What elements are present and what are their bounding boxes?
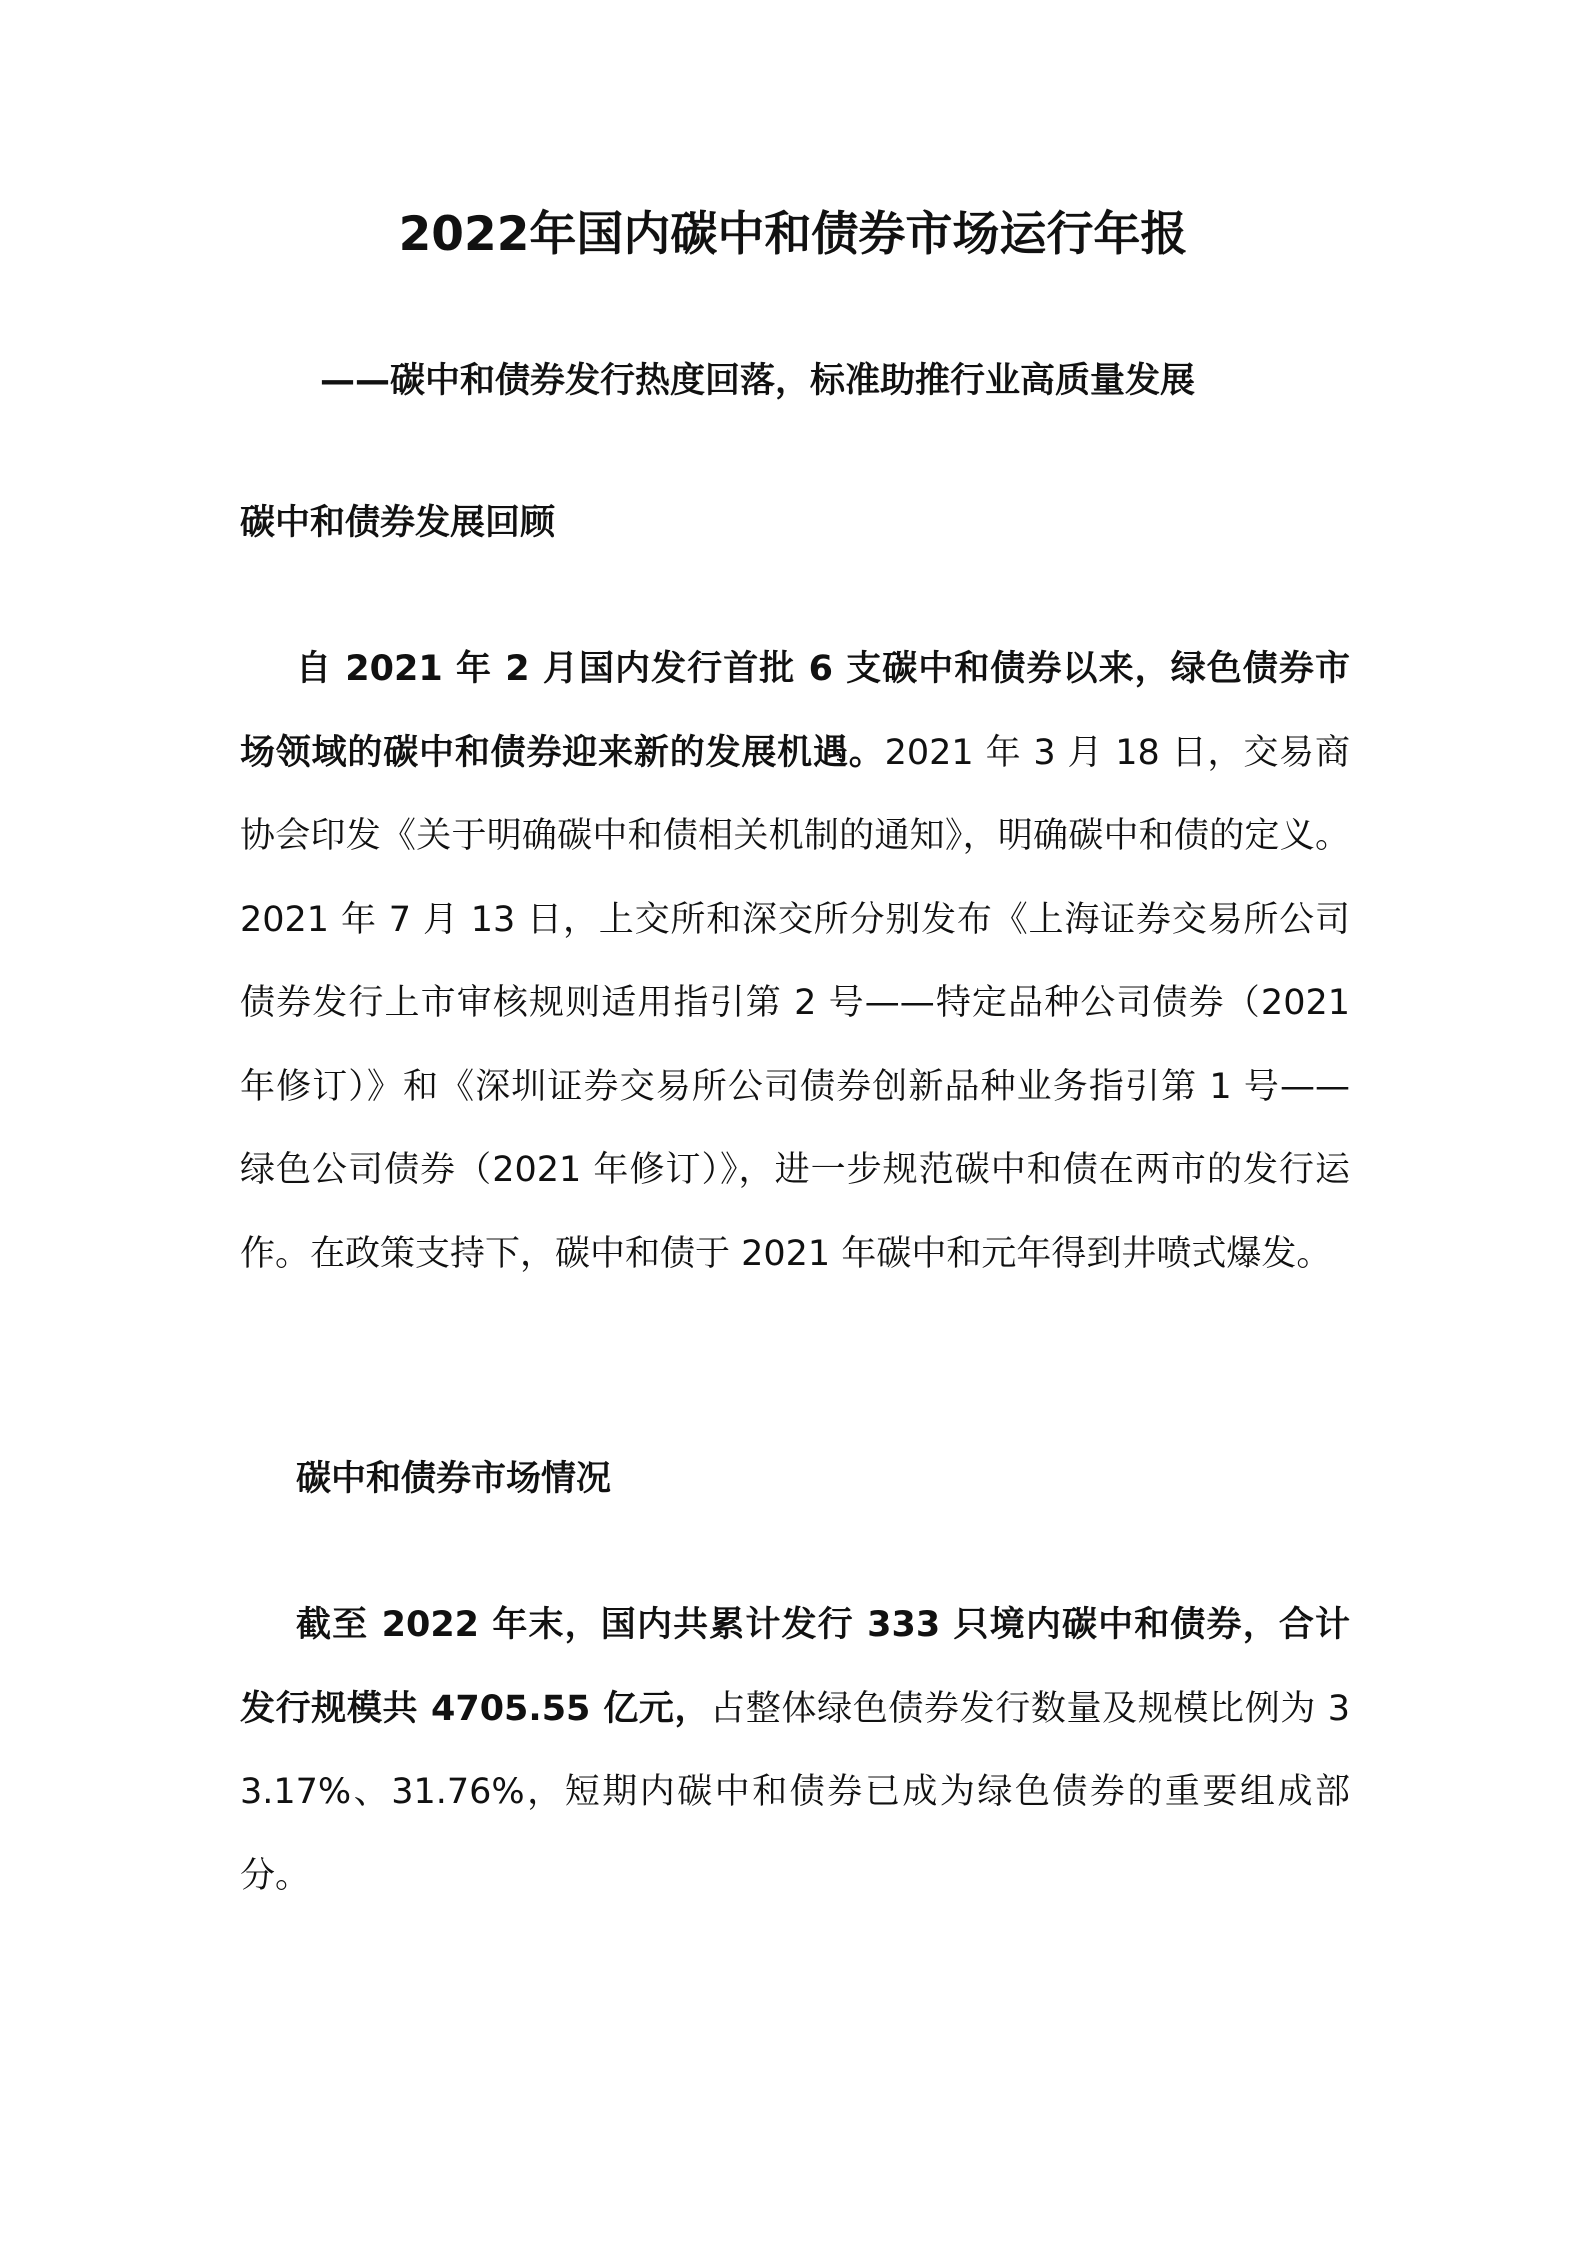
section-heading-market: 碳中和债券市场情况 [296, 1459, 612, 1499]
section-heading-review: 碳中和债券发展回顾 [240, 503, 556, 543]
document-subtitle: ——碳中和债券发行热度回落，标准助推行业高质量发展 [320, 361, 1196, 401]
paragraph-review-bold-lead: 自 2021 年 2 月国内发行首批 6 支碳中和债券以来，绿色债券市场领域的碳中和债券迎来新的发展机遇。 [240, 649, 1350, 773]
paragraph-review-body: 2021 年 3 月 18 日，交易商协会印发《关于明确碳中和债相关机制的通知》，明确碳中和债的定义。2021 年 7 月 13 日，上交所和深交所分别发布《上海证券交易所公司债券发行上市审核规则适用指引第 2 号——特定品种公司债券（2021 年修订）》和《深圳证券交易所公司债券创新品种业务指引第 1 号——绿色公司债券（2021 年修订）》，进一步规范碳中和债在两市的发行运作。在政策支持下，碳中和债于 2021 年碳中和元年得到井喷式爆发。 [240, 732, 1350, 1274]
paragraph-review [240, 628, 1350, 1296]
paragraph-market [240, 1584, 1350, 1918]
document-title: 2022年国内碳中和债券市场运行年报 [398, 207, 1188, 262]
paragraph-market-bold-lead: 截至 2022 年末，国内共累计发行 333 只境内碳中和债券，合计发行规模共 4705.55 亿元， [240, 1605, 1350, 1729]
paragraph-market-body: 占整体绿色债券发行数量及规模比例为 33.17%、31.76%，短期内碳中和债券已成为绿色债券的重要组成部分。 [240, 1688, 1350, 1896]
